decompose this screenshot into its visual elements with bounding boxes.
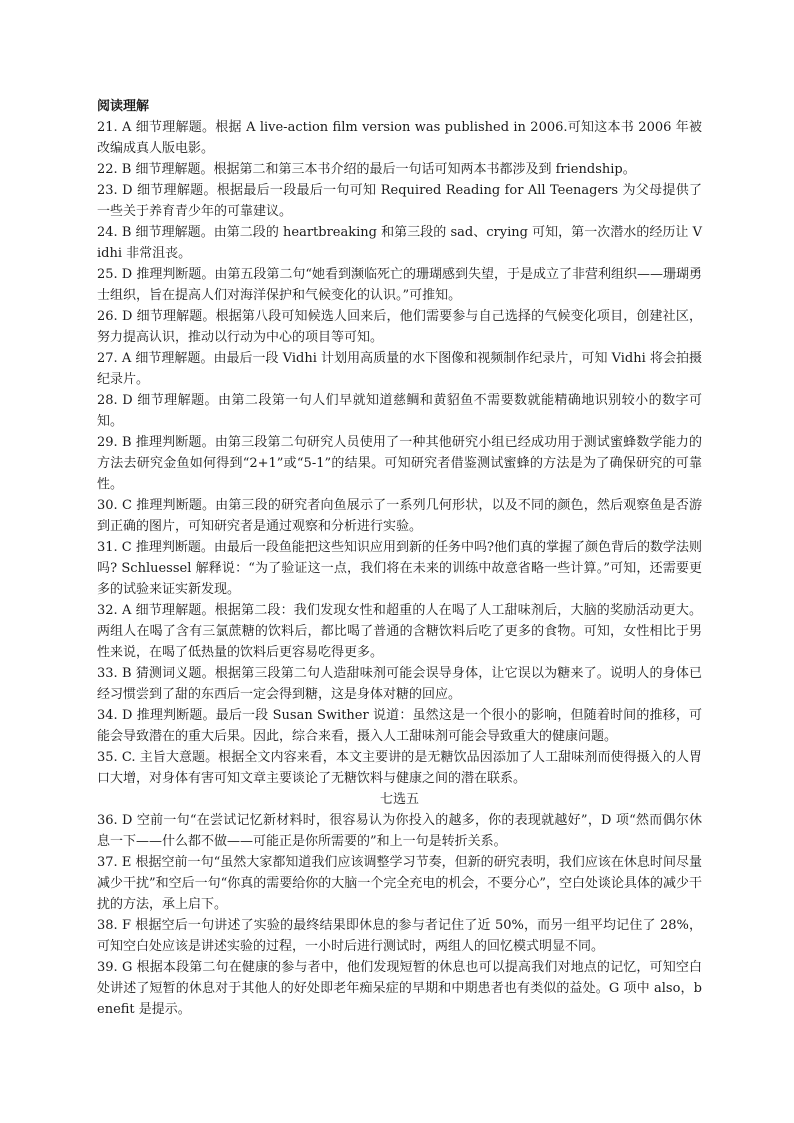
section-heading-reading: 阅读理解 — [97, 99, 150, 114]
answer-item-21: 21. A 细节理解题。根据 A live-action film version was published in 2006.可知这本书 2006 年被改编成真人版电影。 — [97, 120, 702, 156]
answer-item-31: 31. C 推理判断题。由最后一段鱼能把这些知识应用到新的任务中吗?他们真的掌握了颜色背后的数学法则吗? Schluessel 解释说：“为了验证这一点，我们将在未来的训练中故意省略一些计算。”可知，还需要更多的试验来证实新发现。 — [97, 540, 702, 597]
answer-item-22: 22. B 细节理解题。根据第二和第三本书介绍的最后一句话可知两本书都涉及到 friendship。 — [97, 162, 636, 177]
answer-item-34: 34. D 推理判断题。最后一段 Susan Swither 说道：虽然这是一个很小的影响，但随着时间的推移，可能会导致潜在的重大后果。因此，综合来看，摄入人工甜味剂可能会导致重大的健康问题。 — [97, 708, 702, 744]
answer-item-38: 38. F 根据空后一句讲述了实验的最终结果即休息的参与者记住了近 50%，而另一组平均记住了 28%，可知空白处应该是讲述实验的过程，一小时后进行测试时，两组人的回忆模式明显不同。 — [97, 918, 702, 954]
answer-item-29: 29. B 推理判断题。由第三段第二句研究人员使用了一种其他研究小组已经成功用于测试蜜蜂数学能力的方法去研究金鱼如何得到“2+1”或“5-1”的结果。可知研究者借鉴测试蜜蜂的方法是为了确保研究的可靠性。 — [97, 435, 702, 492]
answer-item-23: 23. D 细节理解题。根据最后一段最后一句可知 Required Reading for All Teenagers 为父母提供了一些关于养育青少年的可靠建议。 — [97, 183, 702, 219]
answer-item-37: 37. E 根据空前一句“虽然大家都知道我们应该调整学习节奏，但新的研究表明，我们应该在休息时间尽量减少干扰”和空后一句“你真的需要给你的大脑一个完全充电的机会，不要分心”，空白处谈论具体的减少干扰的方法，承上启下。 — [97, 855, 702, 912]
answer-item-28: 28. D 细节理解题。由第二段第一句人们早就知道慈鲷和黄貂鱼不需要数就能精确地识别较小的数字可知。 — [97, 393, 702, 429]
answer-item-30: 30. C 推理判断题。由第三段的研究者向鱼展示了一系列几何形状，以及不同的颜色，然后观察鱼是否游到正确的图片，可知研究者是通过观察和分析进行实验。 — [97, 498, 702, 534]
answer-item-39: 39. G 根据本段第二句在健康的参与者中，他们发现短暂的休息也可以提高我们对地点的记忆，可知空白处讲述了短暂的休息对于其他人的好处即老年痴呆症的早期和中期患者也有类似的益处。G 项中 also，benefit 是提示。 — [97, 960, 702, 1017]
answer-item-36: 36. D 空前一句“在尝试记忆新材料时，很容易认为你投入的越多，你的表现就越好”，D 项“然而偶尔休息一下——什么都不做——可能正是你所需要的”和上一句是转折关系。 — [97, 813, 702, 849]
answer-item-24: 24. B 细节理解题。由第二段的 heartbreaking 和第三段的 sad、crying 可知，第一次潜水的经历让 Vidhi 非常沮丧。 — [97, 225, 702, 261]
answer-item-32: 32. A 细节理解题。根据第二段：我们发现女性和超重的人在喝了人工甜味剂后，大脑的奖励活动更大。两组人在喝了含有三氯蔗糖的饮料后，都比喝了普通的含糖饮料后吃了更多的食物。可知，女性相比于男性来说，在喝了低热量的饮料后更容易吃得更多。 — [97, 603, 702, 660]
answer-key-content — [97, 96, 702, 1020]
answer-item-27: 27. A 细节理解题。由最后一段 Vidhi 计划用高质量的水下图像和视频制作纪录片，可知 Vidhi 将会拍摄纪录片。 — [97, 351, 702, 387]
answer-item-33: 33. B 猜测词义题。根据第三段第二句人造甜味剂可能会误导身体，让它误以为糖来了。说明人的身体已经习惯尝到了甜的东西后一定会得到糖，这是身体对糖的回应。 — [97, 666, 702, 702]
section-heading-cloze: 七选五 — [379, 792, 419, 807]
answer-item-25: 25. D 推理判断题。由第五段第二句“她看到濒临死亡的珊瑚感到失望，于是成立了非营利组织——珊瑚勇士组织，旨在提高人们对海洋保护和气候变化的认识。”可推知。 — [97, 267, 703, 303]
answer-item-26: 26. D 细节理解题。根据第八段可知候选人回来后，他们需要参与自己选择的气候变化项目，创建社区，努力提高认识，推动以行动为中心的项目等可知。 — [97, 309, 702, 345]
answer-item-35: 35. C. 主旨大意题。根据全文内容来看，本文主要讲的是无糖饮品因添加了人工甜味剂而使得摄入的人胃口大增，对身体有害可知文章主要谈论了无糖饮料与健康之间的潜在联系。 — [97, 750, 702, 786]
